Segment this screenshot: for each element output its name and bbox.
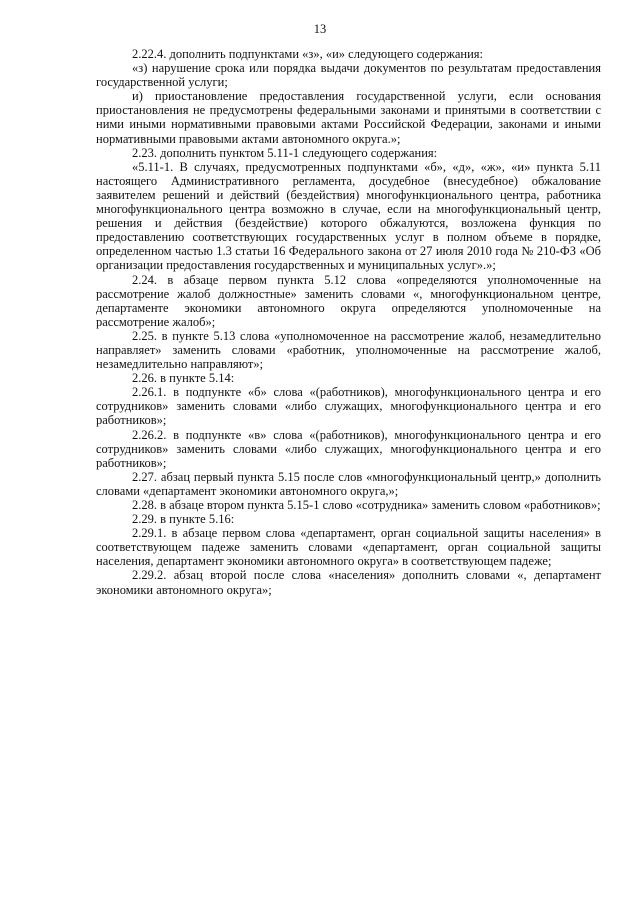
paragraph-2-24: 2.24. в абзаце первом пункта 5.12 слова «определяются уполномоченные на рассмотрение жалоб должностные» заменить словами «, многофункциональном центре, департаменте экономики автономного округа определяются уполномоченные на рассмотрение жалоб»; bbox=[96, 272, 601, 329]
paragraph-2-26-2: 2.26.2. в подпункте «в» слова «(работников), многофункционального центра и его сотрудников» заменить словами «либо служащих, многофункционального центра и его работников»; bbox=[96, 427, 601, 470]
page-number: 13 bbox=[313, 22, 327, 36]
paragraph-2-27: 2.27. абзац первый пункта 5.15 после слов «многофункциональный центр,» дополнить словами «департамент экономики автономного округа,»; bbox=[96, 469, 601, 498]
paragraph-2-26: 2.26. в пункте 5.14: bbox=[132, 371, 235, 386]
paragraph-2-29-1: 2.29.1. в абзаце первом слова «департамент, орган социальной защиты населения» в соответствующем падеже заменить словами «департамент, орган социальной защиты населения, департамент экономики автономного округа» в соответствующем падеже; bbox=[96, 526, 601, 569]
paragraph-2-22-4: 2.22.4. дополнить подпунктами «з», «и» следующего содержания: bbox=[132, 47, 484, 61]
paragraph-2-23: 2.23. дополнить пунктом 5.11-1 следующего содержания: bbox=[132, 145, 438, 160]
paragraph-2-29: 2.29. в пункте 5.16: bbox=[132, 512, 235, 527]
paragraph-2-25: 2.25. в пункте 5.13 слова «уполномоченное на рассмотрение жалоб, незамедлительно направляет» заменить словами «работник, уполномоченные на рассмотрение жалоб, незамедлительно направляют»; bbox=[96, 328, 601, 372]
paragraph-5-11-1: «5.11-1. В случаях, предусмотренных подпунктами «б», «д», «ж», «и» пункта 5.11 настоящего Административного регламента, досудебное (внесудебное) обжалование заявителем решений и действий (бездействия) многофункционального центра, работника многофункционального центра возможно в случае, если на многофункциональный центр, решения и действия (бездействие) которого обжалуются, возложена функция по предоставлению соответствующих государственных услуг в полном объеме в порядке, определенном частью 1.3 статьи 16 Федерального закона от 27 июля 2010 года № 210-ФЗ «Об организации предоставления государственных и муниципальных услуг».»; bbox=[96, 159, 601, 273]
paragraph-subitem-z: «з) нарушение срока или порядка выдачи документов по результатам предоставления государственной услуги; bbox=[96, 61, 601, 90]
document-body bbox=[96, 47, 601, 597]
paragraph-subitem-i: и) приостановление предоставления государственной услуги, если основания приостановления не предусмотрены федеральными законами и принятыми в соответствии с ними иными нормативными правовыми актами Российской Федерации, законами и иными нормативными правовыми актами автономного округа.»; bbox=[96, 89, 601, 146]
paragraph-2-28: 2.28. в абзаце втором пункта 5.15-1 слово «сотрудника» заменить словом «работников»; bbox=[132, 498, 601, 512]
paragraph-2-29-2: 2.29.2. абзац второй после слова «населения» дополнить словами «, департамент экономики автономного округа»; bbox=[96, 568, 601, 597]
paragraph-2-26-1: 2.26.1. в подпункте «б» слова «(работников), многофункционального центра и его сотрудников» заменить словами «либо служащих, многофункционального центра и его работников»; bbox=[96, 385, 601, 428]
